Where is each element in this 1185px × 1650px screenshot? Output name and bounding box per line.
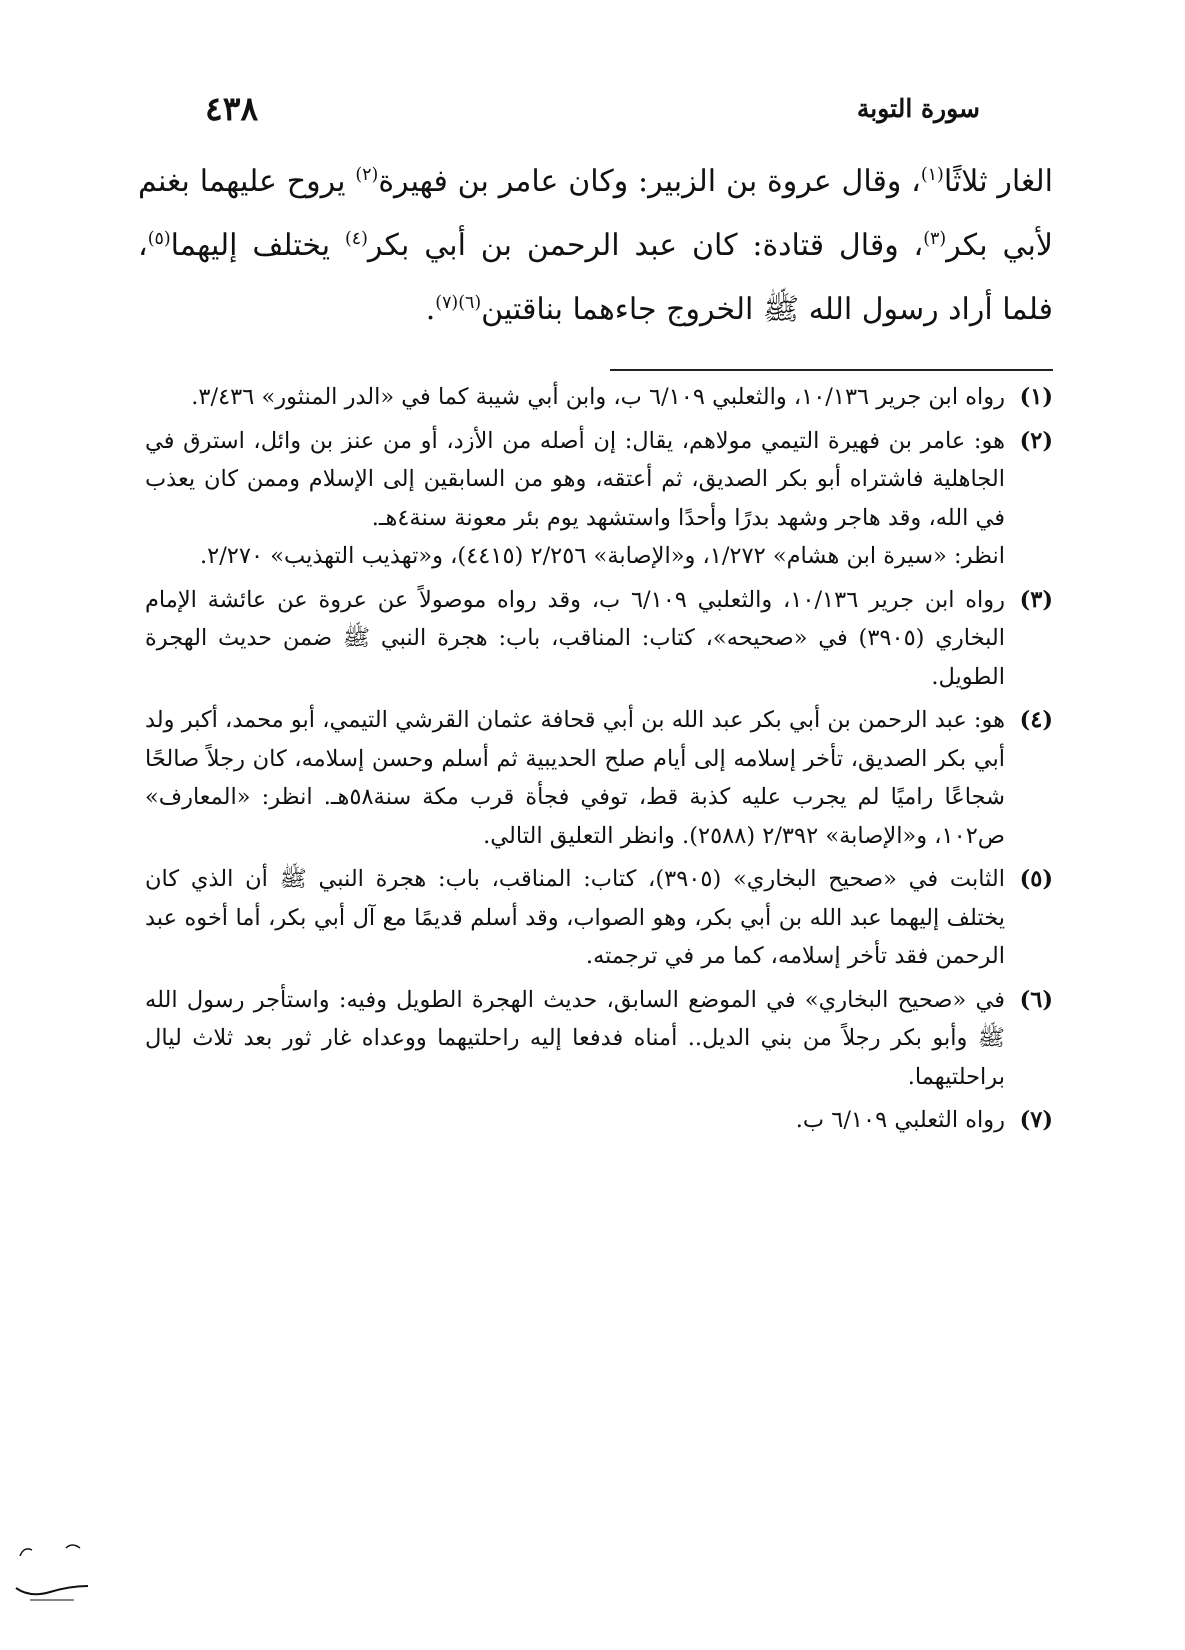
footnote-text: الثابت في «صحيح البخاري» (٣٩٠٥)، كتاب: المناقب، باب: هجرة النبي ﷺ أن الذي كان يختلف إليهما عبد الله بن أبي بكر، وهو الصواب، وقد أسلم قديمًا مع آل أبي بكر، أما أخوه عبد الرحمن فقد تأخر إسلامه، كما مر في ترجمته. [145, 866, 1006, 969]
main-text-segment: يروح عليهما بغنم لأبي بكر [138, 164, 1053, 263]
footnote-text: هو: عامر بن فهيرة التيمي مولاهم، يقال: إن أصله من الأزد، أو من عنز بن وائل، استرق في الجاهلية فاشتراه أبو بكر الصديق، ثم أعتقه، وهو من السابقين إلى الإسلام وممن كان يعذب في الله، وقد هاجر وشهد بدرًا وأحدًا واستشهد يوم بئر معونة سنة٤هـ. [145, 427, 1005, 531]
footnote-3 [145, 581, 1053, 697]
footnote-7 [145, 1101, 1053, 1140]
footnote-5 [145, 860, 1053, 976]
footnote-2 [145, 422, 1053, 576]
main-text-segment: ، فلما أراد رسول الله ﷺ الخروج جاءهما بناقتين [138, 228, 1053, 327]
publisher-logo-icon [10, 1538, 94, 1606]
footnote-number: (٦) [1019, 986, 1053, 1013]
logo-flourish-icon [10, 1538, 94, 1606]
footnote-6 [145, 981, 1053, 1097]
footnote-body [145, 422, 1005, 576]
footnote-divider [610, 369, 1053, 371]
main-text [138, 150, 1053, 342]
footnote-number: (٧) [1019, 1107, 1053, 1133]
footnote-ref-5[interactable]: (٥) [147, 229, 171, 249]
footnote-text: رواه الثعلبي ٦/١٠٩ ب. [795, 1107, 1005, 1133]
footnote-body [145, 701, 1005, 855]
footnote-ref-2[interactable]: (٢) [355, 165, 379, 185]
footnote-ref-1[interactable]: (١) [920, 165, 944, 185]
footnote-text: في «صحيح البخاري» في الموضع السابق، حديث الهجرة الطويل وفيه: واستأجر رسول الله ﷺ وأبو بكر رجلاً من بني الديل.. أمناه فدفعا إليه راحلتيهما ووعداه غار ثور بعد ثلاث ليال براحلتيهما. [145, 986, 1005, 1090]
footnote-body [145, 378, 1005, 417]
surah-title: سورة التوبة [856, 93, 980, 123]
footnote-body [145, 981, 1005, 1097]
footnote-number: (١) [1019, 384, 1053, 410]
main-paragraph [138, 150, 1053, 342]
main-text-segment: ، وقال قتادة: كان عبد الرحمن بن أبي بكر [367, 228, 924, 263]
footnote-number: (٥) [1019, 866, 1053, 892]
footnote-ref-4[interactable]: (٤) [344, 229, 368, 249]
footnote-body [145, 860, 1005, 976]
footnotes [145, 378, 1053, 1145]
footnote-number: (٤) [1019, 707, 1053, 733]
main-text-segment: الغار ثلاثًا [943, 164, 1053, 199]
main-text-segment: ، وقال عروة بن الزبير: وكان عامر بن فهيرة [378, 164, 921, 199]
footnote-ref-3[interactable]: (٣) [923, 229, 947, 249]
footnote-body [145, 1101, 1005, 1140]
main-text-segment: . [425, 292, 436, 327]
page-number: ٤٣٨ [205, 88, 259, 128]
footnote-text: رواه ابن جرير ١٠/١٣٦، والثعلبي ٦/١٠٩ ب، وابن أبي شيبة كما في «الدر المنثور» ٣/٤٣٦. [191, 384, 1005, 410]
footnote-number: (٢) [1019, 427, 1053, 454]
footnote-4 [145, 701, 1053, 855]
main-text-segment: يختلف إليهما [170, 228, 345, 263]
footnote-body [145, 581, 1005, 697]
footnote-ref-6-7[interactable]: (٦)(٧) [435, 293, 482, 313]
footnote-text: رواه ابن جرير ١٠/١٣٦، والثعلبي ٦/١٠٩ ب، وقد رواه موصولاً عن عروة عن عائشة الإمام البخاري (٣٩٠٥) في «صحيحه»، كتاب: المناقب، باب: هجرة النبي ﷺ ضمن حديث الهجرة الطويل. [145, 586, 1005, 690]
footnote-text: انظر: «سيرة ابن هشام» ١/٢٧٢، و«الإصابة» ٢/٢٥٦ (٤٤١٥)، و«تهذيب التهذيب» ٢/٢٧٠. [199, 543, 1005, 569]
footnote-1 [145, 378, 1053, 417]
footnote-text: هو: عبد الرحمن بن أبي بكر عبد الله بن أبي قحافة عثمان القرشي التيمي، أبو محمد، أكبر ولد أبي بكر الصديق، تأخر إسلامه إلى أيام صلح الحديبية ثم أسلم وحسن إسلامه، كان رجلاً صالحًا شجاعًا راميًا لم يجرب عليه كذبة قط، توفي فجأة قرب مكة سنة٥٨هـ. انظر: «المعارف» ص١٠٢، و«الإصابة» ٢/٣٩٢ (٢٥٨٨). وانظر التعليق التالي. [145, 707, 1005, 849]
page-header [205, 78, 980, 138]
footnote-number: (٣) [1019, 586, 1053, 613]
